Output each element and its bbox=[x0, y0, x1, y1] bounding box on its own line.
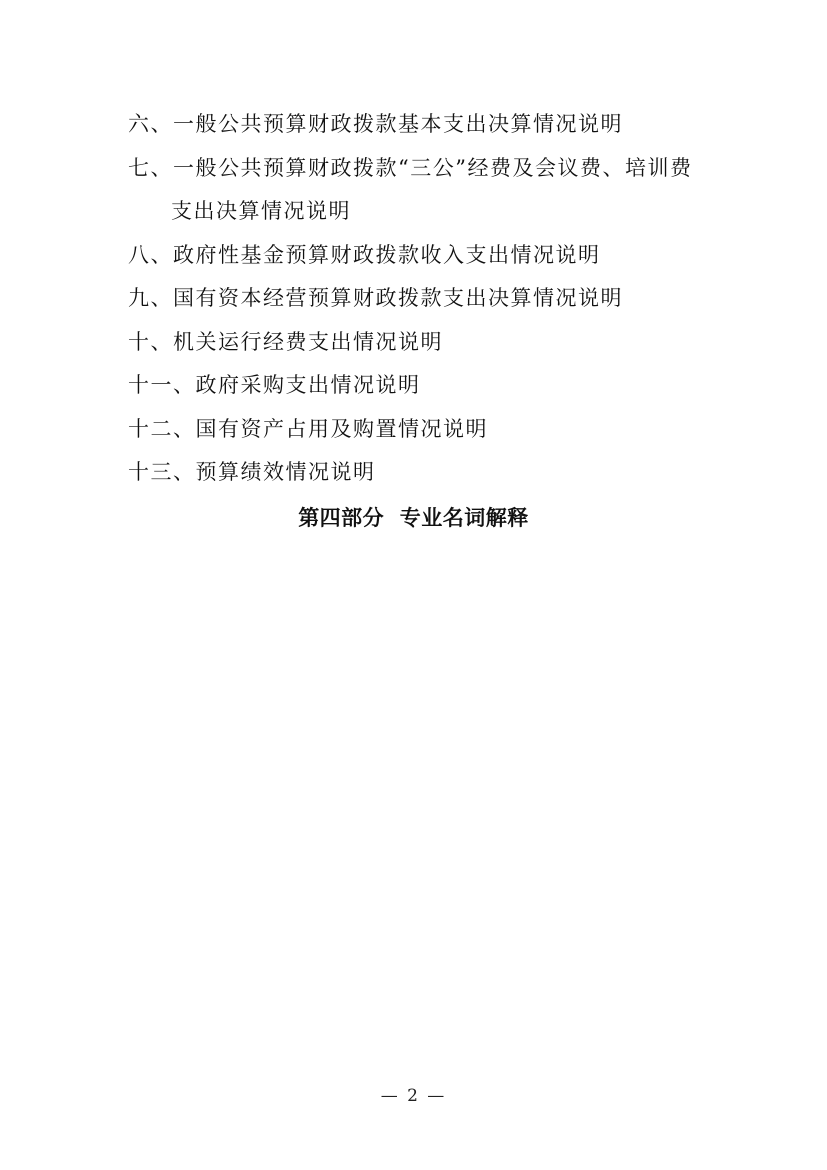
table-of-contents bbox=[128, 103, 728, 495]
toc-item-11 bbox=[128, 364, 728, 408]
toc-item-text: 九、国有资本经营预算财政拨款支出决算情况说明 bbox=[128, 286, 623, 310]
toc-item-10 bbox=[128, 321, 728, 365]
toc-item-text: 十一、政府采购支出情况说明 bbox=[128, 373, 421, 397]
toc-item-text: 十三、预算绩效情况说明 bbox=[128, 460, 376, 484]
toc-item-6 bbox=[128, 103, 728, 147]
toc-item-7 bbox=[128, 147, 728, 234]
toc-item-text: 六、一般公共预算财政拨款基本支出决算情况说明 bbox=[128, 112, 623, 136]
toc-item-12 bbox=[128, 408, 728, 452]
toc-item-text: 八、政府性基金预算财政拨款收入支出情况说明 bbox=[128, 242, 601, 267]
section-heading: 第四部分 专业名词解释 bbox=[298, 506, 529, 530]
toc-item-8 bbox=[128, 234, 728, 278]
toc-item-continuation: 支出决算情况说明 bbox=[171, 199, 351, 223]
toc-item-text: 七、一般公共预算财政拨款“三公”经费及会议费、培训费 bbox=[128, 155, 693, 180]
page-number: — 2 — bbox=[380, 1086, 447, 1106]
toc-item-text: 十二、国有资产占用及购置情况说明 bbox=[128, 416, 488, 441]
toc-item-13 bbox=[128, 451, 728, 495]
toc-item-text: 十、机关运行经费支出情况说明 bbox=[128, 329, 443, 354]
toc-item-9 bbox=[128, 277, 728, 321]
